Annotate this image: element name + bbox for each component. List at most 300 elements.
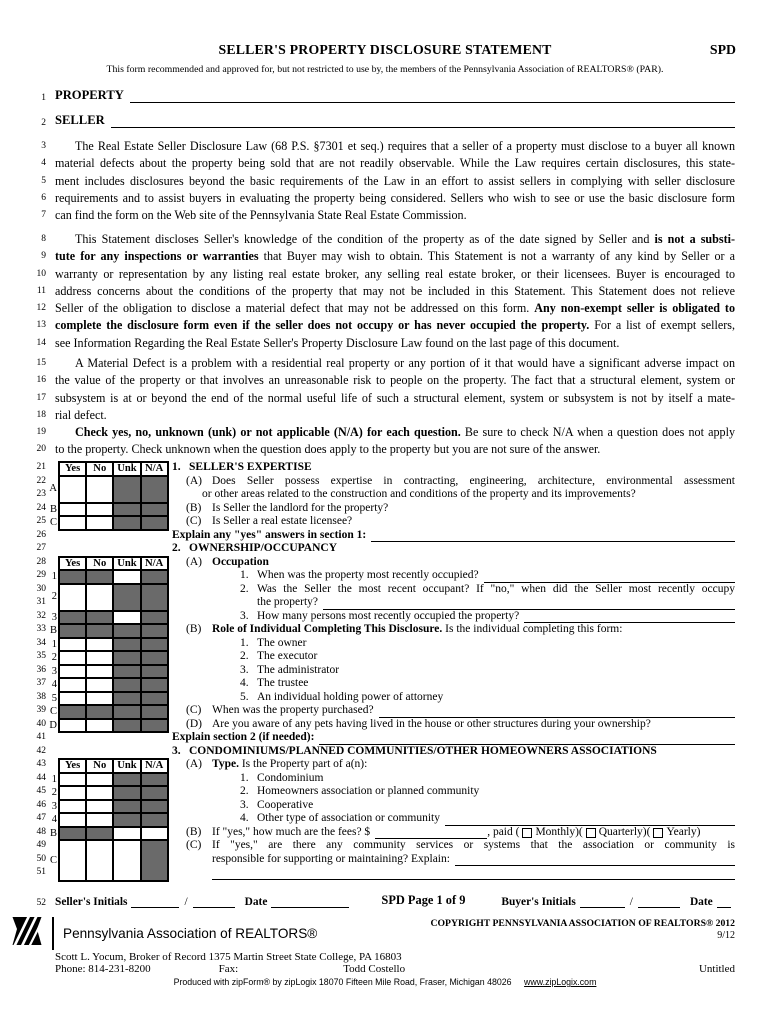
answer-cell <box>113 476 140 503</box>
question-text: The owner <box>257 636 307 649</box>
answer-cell <box>113 786 140 800</box>
line-number: 30 <box>36 583 46 594</box>
answer-cell[interactable] <box>86 584 113 611</box>
line-number: 2 <box>41 118 46 128</box>
line-number: 9 <box>41 251 46 262</box>
answer-cell <box>141 692 168 706</box>
date-label: Date <box>689 896 713 908</box>
item-tag: 1. <box>240 636 249 649</box>
answer-cell <box>141 800 168 814</box>
intro-text-bold: is not a substi- <box>654 232 735 246</box>
question-text: If "yes," are there any community services or systems that the association or community is <box>212 839 735 851</box>
answer-cell[interactable] <box>59 692 86 706</box>
form-line <box>0 407 770 424</box>
form-line <box>0 138 770 155</box>
table-row <box>51 786 168 800</box>
item-tag: (A) <box>186 474 202 487</box>
answer-table-3 <box>49 758 169 882</box>
answer-cell <box>141 665 168 679</box>
row-label: 1 <box>51 638 57 650</box>
table-row <box>51 800 168 814</box>
produced-text: Produced with zipForm® by zipLogix 18070 Fifteen Mile Road, Fraser, Michigan 48026 <box>173 977 512 987</box>
line-number: 34 <box>36 637 46 648</box>
column-header-unk: Unk <box>113 462 140 476</box>
line-number: 33 <box>36 624 46 634</box>
table-row <box>51 638 168 652</box>
answer-cell[interactable] <box>59 638 86 652</box>
line-number: 49 <box>36 840 46 850</box>
answer-cell <box>141 678 168 692</box>
item-tag: (B) <box>186 501 202 514</box>
question-text: Was the Seller the most recent occupant? If "no," when did the Seller most recently occupy <box>257 582 735 595</box>
question-text: The trustee <box>257 677 309 689</box>
answer-cell[interactable] <box>141 827 168 841</box>
answer-cell <box>59 624 86 638</box>
question-text: Is the Property part of a(n): <box>238 758 368 770</box>
answer-cell <box>141 584 168 611</box>
answer-cell[interactable] <box>86 678 113 692</box>
sellers-initials-label: Seller's Initials <box>55 896 128 908</box>
intro-text-bold: Check yes, no, unknown (unk) or not applicable (N/A) for each question. <box>75 425 461 440</box>
question-text: responsible for supporting or maintaining? Explain: <box>212 852 450 865</box>
answer-cell <box>141 773 168 787</box>
question-text: Quarterly)( <box>598 825 651 838</box>
line-number: 42 <box>36 745 46 756</box>
question-text: Monthly)( <box>535 825 583 838</box>
line-number: 47 <box>36 813 46 823</box>
line-number: 19 <box>36 427 46 438</box>
line-number: 52 <box>36 898 46 908</box>
page-title: SELLER'S PROPERTY DISCLOSURE STATEMENT <box>218 42 552 57</box>
row-label: D <box>49 719 57 731</box>
answer-cell[interactable] <box>113 611 140 625</box>
answer-cell <box>113 773 140 787</box>
answer-cell <box>113 624 140 638</box>
property-label: PROPERTY <box>55 88 124 102</box>
intro-text: The Real Estate Seller Disclosure Law (68 P.S. §7301 et seq.) requires that a seller of a property must disclose to a buyer all known <box>75 139 735 153</box>
answer-cell <box>59 611 86 625</box>
answer-cell[interactable] <box>59 503 86 517</box>
intro-text: requirements and to assist buyers in evaluating the property being considered. Sellers who wish to see or use the basic disclosure form <box>55 190 735 205</box>
table-row <box>49 516 168 530</box>
form-line <box>0 317 770 334</box>
line-number: 45 <box>36 786 46 796</box>
answer-cell <box>113 719 140 733</box>
line-number: 38 <box>36 691 46 702</box>
answer-cell <box>141 624 168 638</box>
sellers-initials-field[interactable] <box>131 896 179 908</box>
question-text: When was the property purchased? <box>212 704 374 717</box>
row-label: B <box>49 827 57 839</box>
answer-cell[interactable] <box>59 840 86 881</box>
answer-cell[interactable] <box>86 719 113 733</box>
line-number: 35 <box>36 651 46 661</box>
question-text: the property? <box>257 596 318 609</box>
answer-cell[interactable] <box>59 665 86 679</box>
form-line <box>0 283 770 300</box>
form-line <box>0 155 770 172</box>
intro-text: warranty or representation by any listing real estate broker, any selling real estate broker, or their licensees. Buyer is encouraged to <box>55 266 735 281</box>
fees-amount-field[interactable] <box>375 828 487 839</box>
answer-cell <box>113 678 140 692</box>
line-number: 43 <box>36 759 46 769</box>
question-text: Other type of association or community <box>257 812 441 825</box>
intro-paragraph-1 <box>0 138 770 224</box>
table-header-row <box>59 759 168 773</box>
question-text: The executor <box>257 650 318 662</box>
table-header-row <box>59 462 168 476</box>
column-header-yes: Yes <box>59 462 86 476</box>
occupied-date-field[interactable] <box>484 572 735 583</box>
answer-cell[interactable] <box>59 651 86 665</box>
explain-section-1-field[interactable] <box>371 531 735 542</box>
question-text: Is Seller a real estate licensee? <box>212 515 353 527</box>
line-number: 27 <box>36 543 46 553</box>
line-number: 14 <box>36 337 46 348</box>
intro-text: the value of the property or that involves an unreasonable risk to people on the property. The fact that a structural element, system or <box>55 373 735 388</box>
table-row <box>49 476 168 503</box>
form-line <box>0 173 770 190</box>
question-text: Is the individual completing this form: <box>442 623 623 635</box>
answer-table-1 <box>49 461 169 531</box>
community-services-field[interactable] <box>455 855 735 866</box>
answer-cell[interactable] <box>86 665 113 679</box>
row-label: C <box>49 854 57 866</box>
column-header-no: No <box>86 557 113 571</box>
answer-cell <box>141 516 168 530</box>
item-tag: 2. <box>240 650 249 662</box>
intro-text: ment includes disclosures beyond the basic requirements of the Law in an effort to assist sellers in complying with seller disclosure <box>55 173 735 188</box>
par-keystone-logo-icon <box>8 913 45 954</box>
line-number: 22 <box>36 475 46 486</box>
answer-cell[interactable] <box>86 813 113 827</box>
form-line <box>0 231 770 248</box>
question-text-bold: Role of Individual Completing This Disclosure. <box>212 623 443 635</box>
form-line <box>0 424 770 441</box>
answer-cell <box>141 638 168 652</box>
answer-cell <box>141 570 168 584</box>
item-tag: 4. <box>240 677 249 689</box>
row-label: 4 <box>51 679 57 690</box>
table-row <box>51 773 168 787</box>
item-tag: (A) <box>186 555 202 568</box>
row-label: 5 <box>51 692 57 704</box>
section-2-heading: 2. OWNERSHIP/OCCUPANCY <box>172 542 338 554</box>
row-label: 1 <box>51 773 57 785</box>
answer-cell <box>86 827 113 841</box>
answer-cell <box>141 840 168 881</box>
question-text: , paid ( <box>487 825 520 838</box>
untitled-label: Untitled <box>698 963 735 975</box>
row-label: 2 <box>51 652 57 663</box>
item-tag: (C) <box>186 839 202 851</box>
table-row <box>51 665 168 679</box>
item-tag: 4. <box>240 812 249 825</box>
intro-text: to the property. Check unknown when the question does apply to the property but you are not sure of the answer. <box>55 442 601 457</box>
org-name: Pennsylvania Association of REALTORS® <box>63 925 318 941</box>
answer-cell <box>86 705 113 719</box>
line-number: 51 <box>36 867 46 877</box>
answer-cell <box>59 570 86 584</box>
form-line <box>0 731 770 745</box>
form-line <box>0 207 770 224</box>
answer-cell[interactable] <box>59 813 86 827</box>
section-1-heading: 1. SELLER'S EXPERTISE <box>172 461 312 473</box>
answer-cell[interactable] <box>59 678 86 692</box>
phone-info: Phone: 814-231-8200 <box>55 963 151 975</box>
form-line <box>0 300 770 317</box>
contact-row <box>55 963 735 975</box>
row-label: B <box>49 503 57 515</box>
intro-text-bold: tute for any inspections or warranties <box>55 249 259 264</box>
answer-cell[interactable] <box>86 651 113 665</box>
row-label: B <box>49 625 57 636</box>
answer-cell <box>141 719 168 733</box>
answer-cell[interactable] <box>86 692 113 706</box>
line-number: 18 <box>36 409 46 420</box>
intro-text: A Material Defect is a problem with a residential real property or any portion of it that would have a significant adverse impact on <box>75 356 735 370</box>
line-number: 1 <box>41 93 46 103</box>
row-label: C <box>49 517 57 528</box>
produced-note <box>0 977 770 987</box>
ziplogix-link[interactable]: www.zipLogix.com <box>524 977 597 987</box>
answer-cell <box>141 705 168 719</box>
column-header-unk: Unk <box>113 557 140 571</box>
item-tag: 3. <box>240 609 249 622</box>
community-services-field-2[interactable] <box>212 869 735 880</box>
answer-cell <box>86 570 113 584</box>
column-header-no: No <box>86 759 113 773</box>
form-line <box>0 266 770 283</box>
table-row <box>51 651 168 665</box>
fax-label: Fax: <box>218 963 239 975</box>
answer-cell[interactable] <box>59 786 86 800</box>
question-text-bold: Type. <box>212 758 239 770</box>
answer-cell <box>141 611 168 625</box>
buyers-initials-field[interactable] <box>580 896 625 908</box>
other-association-field[interactable] <box>445 815 735 826</box>
answer-cell <box>113 503 140 517</box>
answer-cell <box>113 813 140 827</box>
persons-count-field[interactable] <box>524 612 735 623</box>
property-input[interactable] <box>130 89 735 103</box>
question-text: Cooperative <box>257 798 314 811</box>
form-line <box>0 441 770 458</box>
purchase-date-field[interactable] <box>379 707 735 718</box>
form-line <box>0 355 770 372</box>
table-row <box>49 624 168 638</box>
answer-cell <box>141 786 168 800</box>
answer-cell <box>113 692 140 706</box>
question-text: Are you aware of any pets having lived in the house or other structures during your ownership? <box>212 717 651 730</box>
answer-cell[interactable] <box>59 516 86 530</box>
buyers-initials-label: Buyer's Initials <box>501 896 576 908</box>
row-label: 1 <box>51 571 57 582</box>
intro-text: address concerns about the conditions of the property that may not be included in this Statement. This Statement does not relieve <box>55 283 735 298</box>
item-tag: (A) <box>186 758 202 770</box>
table-header-row <box>59 557 168 571</box>
table-row <box>51 611 168 625</box>
answer-cell[interactable] <box>86 800 113 814</box>
answer-cell <box>59 827 86 841</box>
answer-cell[interactable] <box>59 773 86 787</box>
answer-cell[interactable] <box>113 827 140 841</box>
form-line <box>0 335 770 352</box>
sellers-initials-field-2[interactable] <box>193 896 235 908</box>
question-text: The administrator <box>257 663 340 676</box>
form-line <box>0 248 770 265</box>
line-number: 21 <box>36 462 46 472</box>
row-label: 2 <box>51 787 57 798</box>
column-header-unk: Unk <box>113 759 140 773</box>
intro-text-bold: Any non-exempt seller is obligated to <box>534 301 735 316</box>
copyright-text: COPYRIGHT PENNSYLVANIA ASSOCIATION OF REALTORS® 2012 <box>430 918 735 929</box>
line-number: 29 <box>36 570 46 580</box>
item-tag: 1. <box>240 569 249 582</box>
table-row <box>49 840 168 881</box>
quarterly-checkbox[interactable] <box>586 828 596 838</box>
line-number: 15 <box>36 358 46 368</box>
answer-cell[interactable] <box>86 476 113 503</box>
line-number: 17 <box>36 392 46 403</box>
seller-input[interactable] <box>111 114 735 128</box>
line-number: 6 <box>41 192 46 203</box>
line-number: 36 <box>36 664 46 675</box>
column-header-yes: Yes <box>59 759 86 773</box>
par-logo-row <box>8 914 317 952</box>
intro-text-bold: complete the disclosure form even if the seller does not occupy or has never occupied the property. <box>55 318 590 333</box>
answer-cell[interactable] <box>59 584 86 611</box>
item-tag: (D) <box>186 717 202 730</box>
answer-table-2 <box>49 556 169 734</box>
intro-text: that Buyer may wish to obtain. This Statement is not a warranty of any kind by Seller or a <box>258 249 735 264</box>
intro-text: can find the form on the Web site of the Pennsylvania State Real Estate Commission. <box>55 208 467 223</box>
intro-text: material defects about the property being sold that are not readily observable. While the Law requires certain disclosures, this state- <box>55 156 735 171</box>
line-number: 13 <box>36 320 46 331</box>
item-tag: (C) <box>186 515 202 527</box>
table-row <box>51 570 168 584</box>
date-label: Date <box>244 896 268 908</box>
column-header-no: No <box>86 462 113 476</box>
item-tag: 5. <box>240 690 249 703</box>
item-tag: 2. <box>240 582 249 595</box>
question-text: Is Seller the landlord for the property? <box>212 501 389 514</box>
answer-cell <box>113 584 140 611</box>
intro-text: subsystem is at or beyond the end of the normal useful life of such a structural element, system or subsystem is not by itself a mate- <box>55 390 735 405</box>
page-indicator: SPD Page 1 of 9 <box>381 893 466 907</box>
intro-text: Be sure to check N/A when a question does not apply <box>460 425 735 440</box>
explain-label: Explain section 2 (if needed): <box>172 731 315 744</box>
slash: / <box>629 896 633 908</box>
question-text: Occupation <box>212 555 269 568</box>
answer-cell <box>86 611 113 625</box>
table-row <box>49 503 168 517</box>
line-number: 7 <box>41 210 46 221</box>
explain-label: Explain any "yes" answers in section 1: <box>172 528 367 541</box>
form-line <box>0 745 770 759</box>
row-label: 3 <box>51 611 57 623</box>
line-number: 10 <box>36 268 46 279</box>
intro-text: see Information Regarding the Real Estate Seller's Property Disclosure Law found on the last page of this document. <box>55 335 620 350</box>
answer-cell[interactable] <box>59 476 86 503</box>
buyers-initials-field-2[interactable] <box>638 896 680 908</box>
answer-cell <box>141 651 168 665</box>
table-row <box>51 813 168 827</box>
answer-cell[interactable] <box>86 516 113 530</box>
question-text: When was the property most recently occupied? <box>257 569 479 582</box>
row-label: 3 <box>51 800 57 812</box>
questionnaire-area <box>0 461 770 881</box>
question-text: Condominium <box>257 771 324 784</box>
line-number: 11 <box>36 285 46 296</box>
line-number: 4 <box>41 158 46 169</box>
line-number: 37 <box>36 678 46 688</box>
answer-cell[interactable] <box>86 786 113 800</box>
answer-cell <box>86 624 113 638</box>
table-row <box>51 692 168 706</box>
agent-name: Todd Costello <box>343 963 406 975</box>
slash: / <box>184 896 188 908</box>
form-line <box>0 542 770 556</box>
answer-cell <box>141 503 168 517</box>
answer-cell[interactable] <box>113 840 140 881</box>
line-number: 28 <box>36 556 46 567</box>
answer-cell <box>113 800 140 814</box>
row-label: A <box>49 483 57 495</box>
answer-cell[interactable] <box>59 719 86 733</box>
buyers-date-field[interactable] <box>717 896 731 908</box>
table-row <box>51 678 168 692</box>
answer-cell[interactable] <box>86 773 113 787</box>
property-row <box>0 87 735 103</box>
answer-cell[interactable] <box>86 503 113 517</box>
line-number: 50 <box>36 853 46 864</box>
item-tag: (B) <box>186 623 202 635</box>
item-tag: (B) <box>186 825 202 838</box>
line-number: 16 <box>36 375 46 386</box>
answer-cell[interactable] <box>113 570 140 584</box>
line-number: 40 <box>36 718 46 729</box>
yearly-checkbox[interactable] <box>653 828 663 838</box>
item-tag: 1. <box>240 771 249 784</box>
line-number: 24 <box>36 502 46 513</box>
column-header-yes: Yes <box>59 557 86 571</box>
row-label: C <box>49 706 57 717</box>
line-number: 32 <box>36 610 46 621</box>
form-subtitle: This form recommended and approved for, but not restricted to use by, the members of the Pennsylvania Association of REALTORS® (PAR). <box>106 64 664 75</box>
answer-cell[interactable] <box>86 638 113 652</box>
row-label: 2 <box>51 591 57 603</box>
intro-text: rial defect. <box>55 407 107 422</box>
intro-text: This Statement discloses Seller's knowledge of the condition of the property as of the date signed by Seller and <box>75 232 655 246</box>
answer-cell <box>59 705 86 719</box>
answer-cell[interactable] <box>86 840 113 881</box>
line-number: 41 <box>36 732 46 742</box>
answer-cell <box>113 516 140 530</box>
line-number: 46 <box>36 799 46 810</box>
explain-section-2-field[interactable] <box>319 734 735 745</box>
item-tag: 3. <box>240 798 249 811</box>
answer-cell[interactable] <box>59 800 86 814</box>
occupy-date-field[interactable] <box>323 599 735 610</box>
row-label: 3 <box>51 665 57 677</box>
sellers-date-field[interactable] <box>271 896 349 908</box>
answer-cell <box>141 476 168 503</box>
line-number: 23 <box>36 489 46 499</box>
line-number: 8 <box>41 234 46 244</box>
monthly-checkbox[interactable] <box>522 828 532 838</box>
question-text: Homeowners association or planned community <box>257 785 480 797</box>
